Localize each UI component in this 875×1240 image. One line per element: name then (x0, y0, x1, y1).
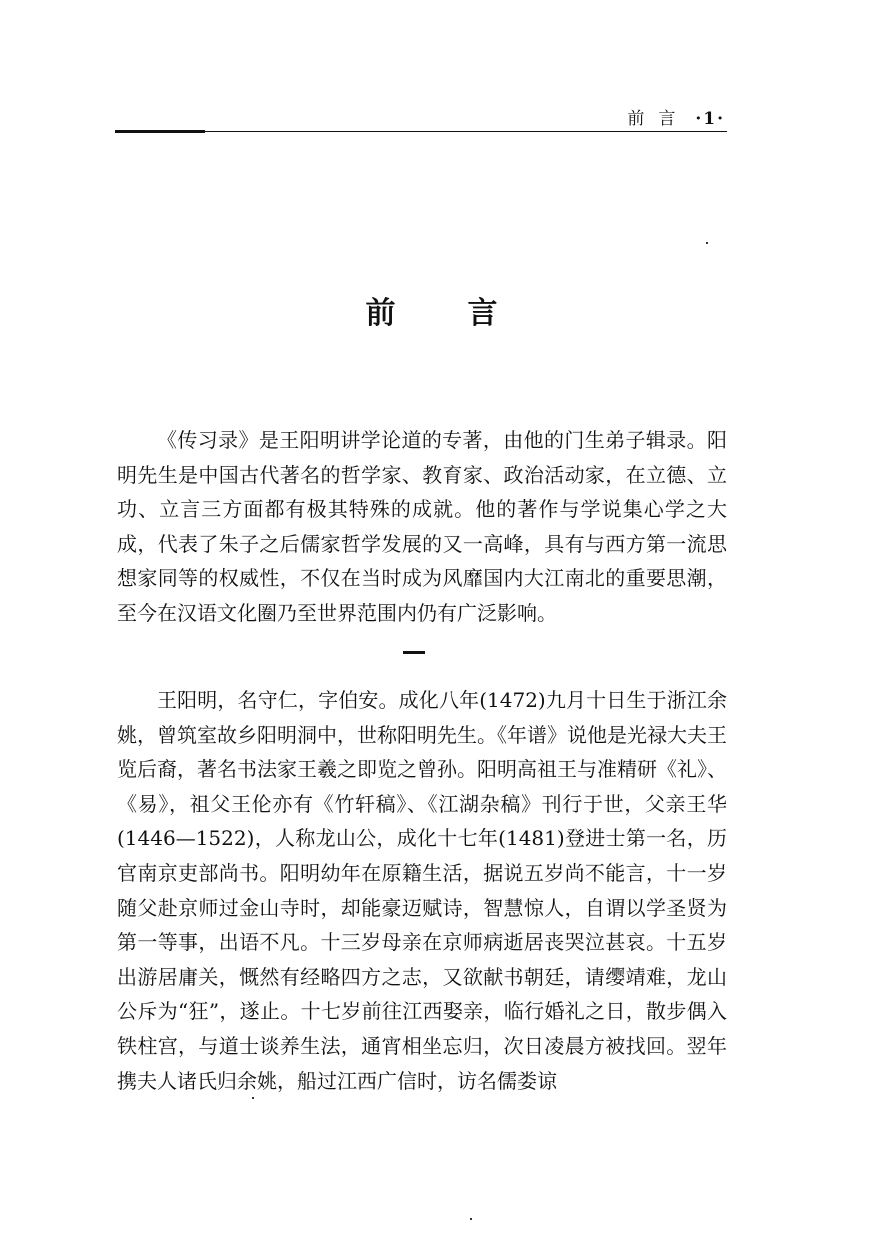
chapter-title: 前言 (365, 296, 570, 332)
scan-speck (706, 242, 708, 244)
running-head (627, 104, 725, 129)
page-number: ·1· (695, 109, 725, 129)
section-marker-one (403, 651, 425, 654)
header-rule-accent (115, 130, 205, 133)
biography-paragraph: 王阳明，名守仁，字伯安。成化八年(1472)九月十日生于浙江余姚，曾筑室故乡阳明洞中，世称阳明先生。《年谱》说他是光禄大夫王览后裔，著名书法家王羲之即览之曾孙。阳明高祖王与准精研《礼》、《易》，祖父王伦亦有《竹轩稿》、《江湖杂稿》刊行于世，父亲王华(1446—1522)，人称龙山公，成化十七年(1481)登进士第一名，历官南京吏部尚书。阳明幼年在原籍生活，据说五岁尚不能言，十一岁随父赴京师过金山寺时，却能豪迈赋诗，智慧惊人，自谓以学圣贤为第一等事，出语不凡。十三岁母亲在京师病逝居丧哭泣甚哀。十五岁出游居庸关，慨然有经略四方之志，又欲献书朝廷，请缨靖难，龙山公斥为“狂”，遂止。十七岁前往江西娶亲，临行婚礼之日，散步偶入铁柱宫，与道士谈养生法，通宵相坐忘归，次日凌晨方被找回。翌年携夫人诸氏归余姚，船过江西广信时，访名儒娄谅 (117, 688, 727, 1093)
running-head-title: 前言 (627, 109, 690, 129)
intro-paragraph: 《传习录》是王阳明讲学论道的专著，由他的门生弟子辑录。阳明先生是中国古代著名的哲学家、教育家、政治活动家，在立德、立功、立言三方面都有极其特殊的成就。他的著作与学说集心学之大成，代表了朱子之后儒家哲学发展的又一高峰，具有与西方第一流思想家同等的权威性，不仅在当时成为风靡国内大江南北的重要思潮，至今在汉语文化圈乃至世界范围内仍有广泛影响。 (117, 428, 727, 625)
scan-speck (252, 1097, 254, 1099)
scan-speck (470, 1218, 472, 1220)
header-rule (115, 131, 727, 132)
